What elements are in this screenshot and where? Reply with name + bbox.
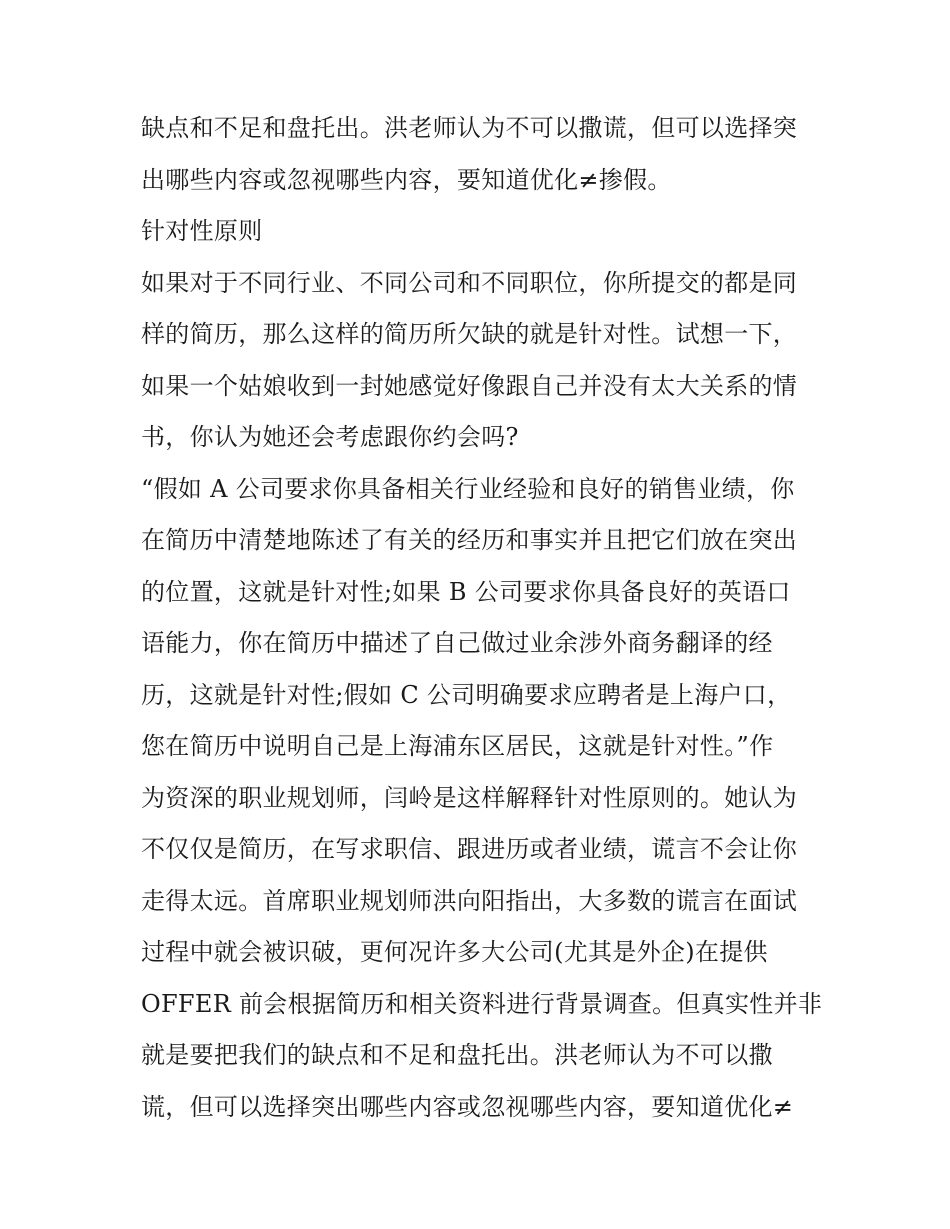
text-line: “假如 A 公司要求你具备相关行业经验和良好的销售业绩，你	[141, 474, 795, 503]
text-line: OFFER 前会根据简历和相关资料进行背景调查。但真实性并非	[141, 989, 823, 1018]
text-line: 出哪些内容或忽视哪些内容，要知道优化≠掺假。	[141, 165, 672, 194]
text-line: 书，你认为她还会考虑跟你约会吗?	[141, 423, 519, 451]
text-line: 不仅仅是简历，在写求职信、跟进历或者业绩，谎言不会让你	[141, 835, 798, 863]
section-heading: 针对性原则	[141, 217, 263, 245]
text-line: 谎，但可以选择突出哪些内容或忽视哪些内容，要知道优化≠	[141, 1092, 794, 1121]
text-line: 缺点和不足和盘托出。洪老师认为不可以撒谎，但可以选择突	[141, 114, 798, 142]
text-line: 如果一个姑娘收到一封她感觉好像跟自己并没有太大关系的情	[141, 371, 798, 400]
text-line: 走得太远。首席职业规划师洪向阳指出，大多数的谎言在面试	[141, 886, 798, 915]
text-line: 您在简历中说明自己是上海浦东区居民，这就是针对性。”作	[141, 732, 774, 760]
text-line: 过程中就会被识破，更何况许多大公司(尤其是外企)在提供	[141, 938, 768, 966]
text-line: 在简历中清楚地陈述了有关的经历和事实并且把它们放在突出	[141, 526, 798, 554]
text-line: 语能力，你在简历中描述了自己做过业余涉外商务翻译的经	[141, 629, 773, 657]
text-line: 如果对于不同行业、不同公司和不同职位，你所提交的都是同	[141, 268, 798, 297]
text-line: 就是要把我们的缺点和不足和盘托出。洪老师认为不可以撒	[141, 1041, 773, 1069]
text-line: 为资深的职业规划师，闫岭是这样解释针对性原则的。她认为	[141, 783, 798, 812]
text-line: 样的简历，那么这样的简历所欠缺的就是针对性。试想一下，	[141, 320, 798, 348]
text-line: 历，这就是针对性;假如 C 公司明确要求应聘者是上海户口，	[141, 680, 792, 709]
document-body	[141, 106, 821, 1136]
text-line: 的位置，这就是针对性;如果 B 公司要求你具备良好的英语口	[141, 577, 791, 606]
